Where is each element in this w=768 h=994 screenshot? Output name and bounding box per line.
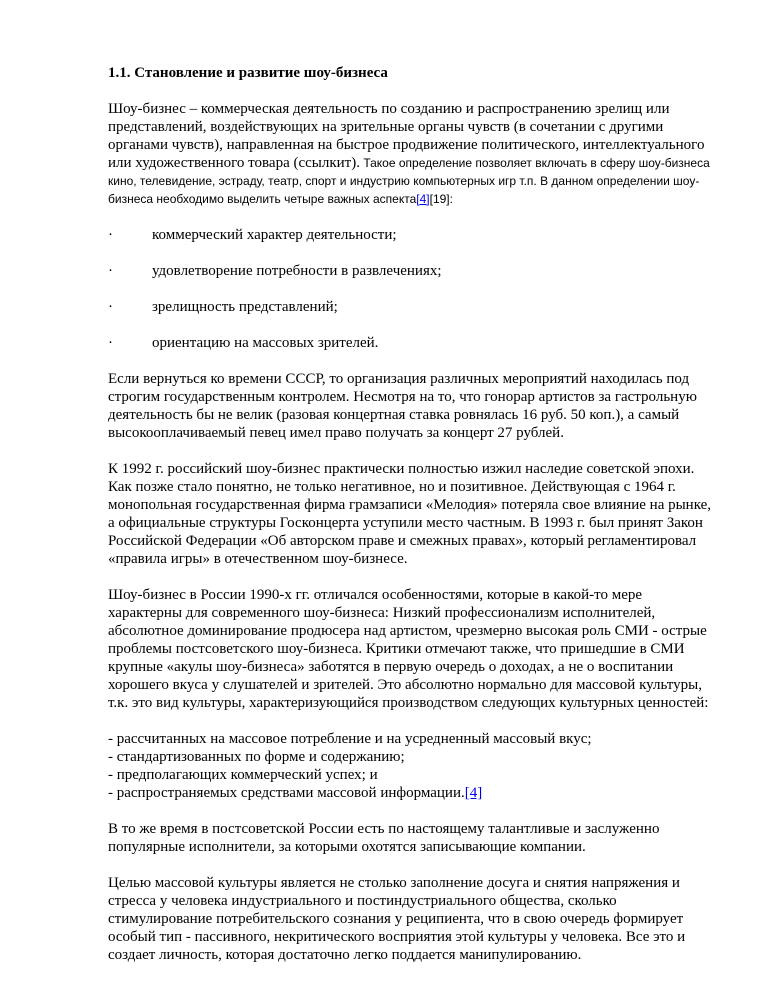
bullet-marker: ·	[108, 227, 113, 243]
reference-link-4[interactable]: [4]	[464, 785, 483, 801]
list-item	[108, 334, 718, 352]
intro-paragraph	[108, 100, 718, 208]
aspects-list	[108, 226, 718, 352]
list-item-text: удовлетворение потребности в развлечениях;	[152, 263, 442, 279]
paragraph-1992: К 1992 г. российский шоу-бизнес практически полностью изжил наследие советской эпохи. Как позже стало понятно, не только негативное, но и позитивное. Действующая с 1964 г. монопольная государственная фирма грамзаписи «Мелодия» потеряла свое влияние на рынке, а официальные структуры Госконцерта уступили место частным. В 1993 г. был принят Закон Российской Федерации «Об авторском праве и смежных правах», который регламентировал «правила игры» в отечественном шоу-бизнесе.	[108, 461, 712, 567]
section-heading: 1.1. Становление и развитие шоу-бизнеса	[108, 65, 388, 81]
intro-serif-text: Шоу-бизнес – коммерческая деятельность по созданию и распространению зрелищ или представлений, воздействующих на зрительные органы чувств (в сочетании с другими органами чувств), направленная на быстрое продвижение политического, интеллектуального или художественного товара (ссылкит).	[108, 101, 705, 171]
paragraph-talent: В то же время в постсоветской России есть по настоящему талантливые и заслуженно популярные исполнители, за которыми охотятся записывающие компании.	[108, 821, 660, 855]
bullet-marker: ·	[108, 299, 113, 315]
list-item: - стандартизованных по форме и содержанию;	[108, 749, 405, 765]
values-list	[108, 730, 718, 802]
document-page	[108, 64, 718, 982]
paragraph-ussr: Если вернуться ко времени СССР, то организация различных мероприятий находилась под строгим государственным контролем. Несмотря на то, что гонорар артистов за гастрольную деятельность бы не велик (разовая концертная ставка ровнялась 16 руб. 50 коп.), а самый высокооплачиваемый певец имел право получать за концерт 27 рублей.	[108, 371, 697, 441]
bullet-marker: ·	[108, 335, 113, 351]
list-item: - рассчитанных на массовое потребление и на усредненный массовый вкус;	[108, 731, 592, 747]
paragraph-1990s: Шоу-бизнес в России 1990-х гг. отличался особенностями, которые в какой-то мере характерны для современного шоу-бизнеса: Низкий профессионализм исполнителей, абсолютное доминирование продюсера над артистом, чрезмерно высокая роль СМИ - острые проблемы постсоветского шоу-бизнеса. Критики отмечают также, что пришедшие в СМИ крупные «акулы шоу-бизнеса» заботятся в первую очередь о доходах, а не о воспитании хорошего вкуса у слушателей и зрителей. Это абсолютно нормально для массовой культуры, т.к. это вид культуры, характеризующийся производством следующих культурных ценностей:	[108, 587, 709, 711]
list-item	[108, 262, 718, 280]
intro-sans-body: Такое определение позволяет включать в сферу шоу-бизнеса кино, телевидение, эстраду, театр, спорт и индустрию компьютерных игр т.п. В данном определении шоу-бизнеса необходимо выделить четыре важных аспекта	[108, 156, 710, 206]
list-item-text: коммерческий характер деятельности;	[152, 227, 397, 243]
list-item-text: зрелищность представлений;	[152, 299, 338, 315]
bullet-marker: ·	[108, 263, 113, 279]
reference-19: [19]:	[429, 192, 453, 206]
list-item	[108, 226, 718, 244]
list-item-text: ориентацию на массовых зрителей.	[152, 335, 379, 351]
list-item	[108, 298, 718, 316]
reference-link-4[interactable]: [4]	[416, 192, 430, 206]
list-item: - предполагающих коммерческий успех; и	[108, 767, 378, 783]
list-item	[108, 784, 718, 802]
list-item-text: - распространяемых средствами массовой информации.	[108, 785, 465, 801]
paragraph-goal: Целью массовой культуры является не столько заполнение досуга и снятия напряжения и стресса у человека индустриального и постиндустриального общества, сколько стимулирование потребительского сознания у реципиента, что в свою очередь формирует особый тип - пассивного, некритического восприятия этой культуры у человека. Все это и создает личность, которая достаточно легко поддается манипулированию.	[108, 875, 686, 963]
